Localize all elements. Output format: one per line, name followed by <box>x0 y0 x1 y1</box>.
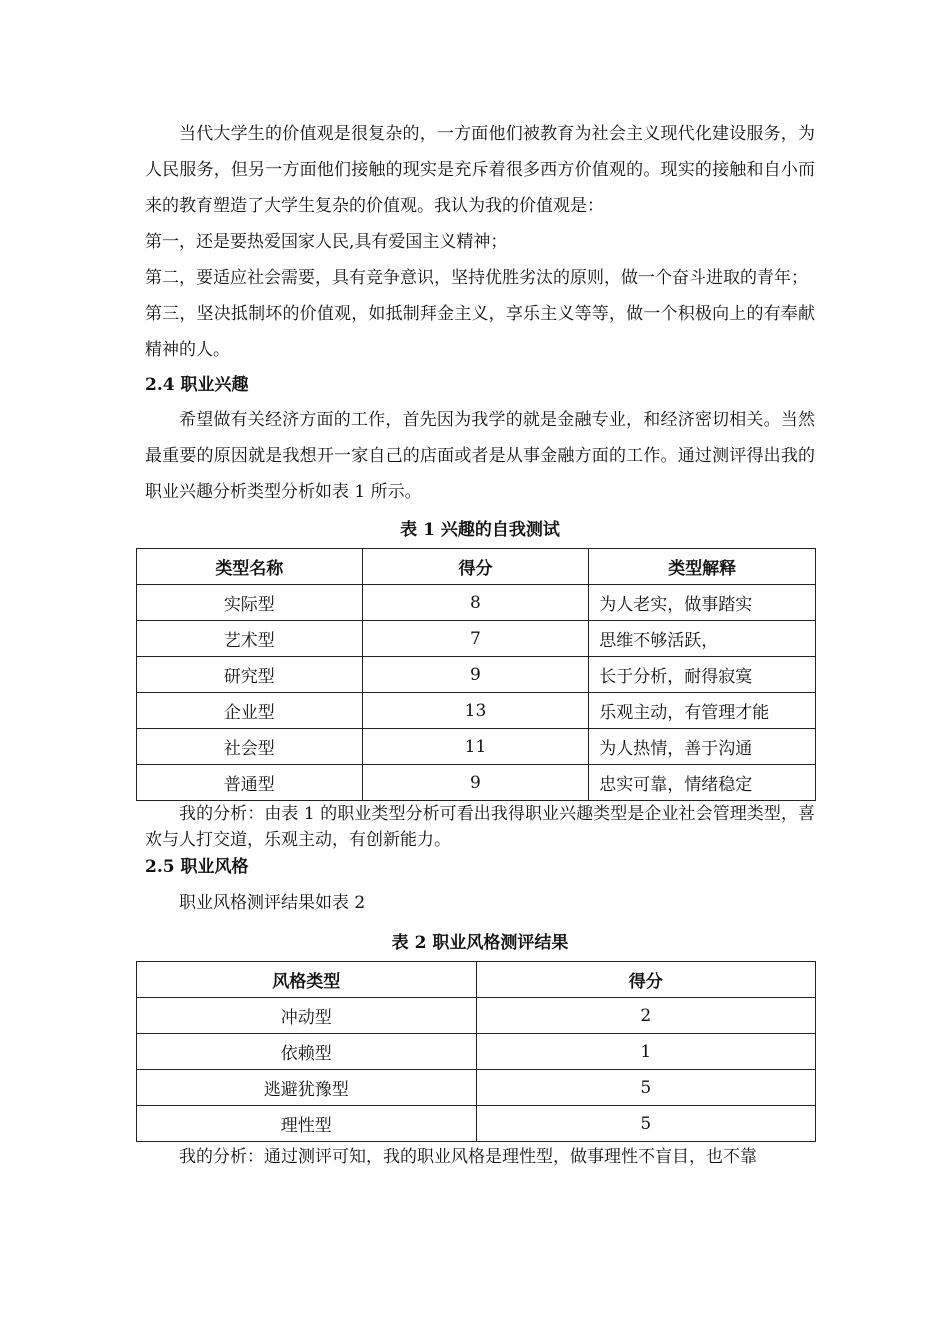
table-row <box>137 998 816 1034</box>
type-cell: 研究型 <box>137 657 363 693</box>
type-cell: 企业型 <box>137 693 363 729</box>
explanation-cell: 长于分析，耐得寂寞 <box>589 657 816 693</box>
explanation-cell: 忠实可靠，情绪稳定 <box>589 765 816 801</box>
intro-paragraph: 当代大学生的价值观是很复杂的，一方面他们被教育为社会主义现代化建设服务，为人民服务，但另一方面他们接触的现实是充斥着很多西方价值观的。现实的接触和自小而来的教育塑造了大学生复杂的价值观。我认为我的价值观是： <box>145 124 815 216</box>
style-cell: 依赖型 <box>137 1034 477 1070</box>
header-style-type: 风格类型 <box>137 962 477 998</box>
table-row <box>137 657 816 693</box>
score-cell: 5 <box>476 1106 816 1142</box>
table-row <box>137 1070 816 1106</box>
table-row <box>137 729 816 765</box>
value-point-1: 第一，还是要热爱国家人民,具有爱国主义精神； <box>145 232 508 252</box>
style-analysis-paragraph: 我的分析：通过测评可知，我的职业风格是理性型，做事理性不盲目，也不靠 <box>179 1147 757 1167</box>
table-row <box>137 1106 816 1142</box>
career-style-paragraph: 职业风格测评结果如表 2 <box>179 893 366 913</box>
header-type-explanation: 类型解释 <box>589 549 816 585</box>
table-row <box>137 621 816 657</box>
table-row <box>137 693 816 729</box>
score-cell: 8 <box>362 585 589 621</box>
table2-caption: 表 2 职业风格测评结果 <box>391 933 569 953</box>
interest-analysis-paragraph: 我的分析：由表 1 的职业类型分析可看出我得职业兴趣类型是企业社会管理类型，喜欢与人打交道，乐观主动，有创新能力。 <box>145 804 815 850</box>
section-heading-career-interest: 2.4 职业兴趣 <box>145 375 249 395</box>
type-cell: 实际型 <box>137 585 363 621</box>
score-cell: 1 <box>476 1034 816 1070</box>
score-cell: 13 <box>362 693 589 729</box>
table-row <box>137 1034 816 1070</box>
table-row <box>137 585 816 621</box>
type-cell: 普通型 <box>137 765 363 801</box>
score-cell: 2 <box>476 998 816 1034</box>
header-type-name: 类型名称 <box>137 549 363 585</box>
table-header-row <box>137 962 816 998</box>
type-cell: 艺术型 <box>137 621 363 657</box>
style-cell: 逃避犹豫型 <box>137 1070 477 1106</box>
section-heading-career-style: 2.5 职业风格 <box>145 857 249 877</box>
explanation-cell: 为人老实，做事踏实 <box>589 585 816 621</box>
explanation-cell: 乐观主动，有管理才能 <box>589 693 816 729</box>
table-header-row <box>137 549 816 585</box>
table-row <box>137 765 816 801</box>
interest-table <box>136 548 816 801</box>
style-cell: 冲动型 <box>137 998 477 1034</box>
style-cell: 理性型 <box>137 1106 477 1142</box>
value-point-2: 第二，要适应社会需要，具有竞争意识，坚持优胜劣汰的原则，做一个奋斗进取的青年； <box>145 268 808 288</box>
header-score: 得分 <box>476 962 816 998</box>
explanation-cell: 为人热情，善于沟通 <box>589 729 816 765</box>
style-table <box>136 961 816 1142</box>
table1-caption: 表 1 兴趣的自我测试 <box>400 520 560 540</box>
score-cell: 5 <box>476 1070 816 1106</box>
score-cell: 11 <box>362 729 589 765</box>
value-point-3: 第三，坚决抵制坏的价值观，如抵制拜金主义，享乐主义等等，做一个积极向上的有奉献精神的人。 <box>145 304 815 360</box>
score-cell: 9 <box>362 765 589 801</box>
type-cell: 社会型 <box>137 729 363 765</box>
document-body <box>145 116 815 1172</box>
explanation-cell: 思维不够活跃， <box>589 621 816 657</box>
score-cell: 9 <box>362 657 589 693</box>
career-interest-paragraph: 希望做有关经济方面的工作，首先因为我学的就是金融专业，和经济密切相关。当然最重要的原因就是我想开一家自己的店面或者是从事金融方面的工作。通过测评得出我的职业兴趣分析类型分析如表 1 所示。 <box>145 410 815 502</box>
header-score: 得分 <box>362 549 589 585</box>
score-cell: 7 <box>362 621 589 657</box>
